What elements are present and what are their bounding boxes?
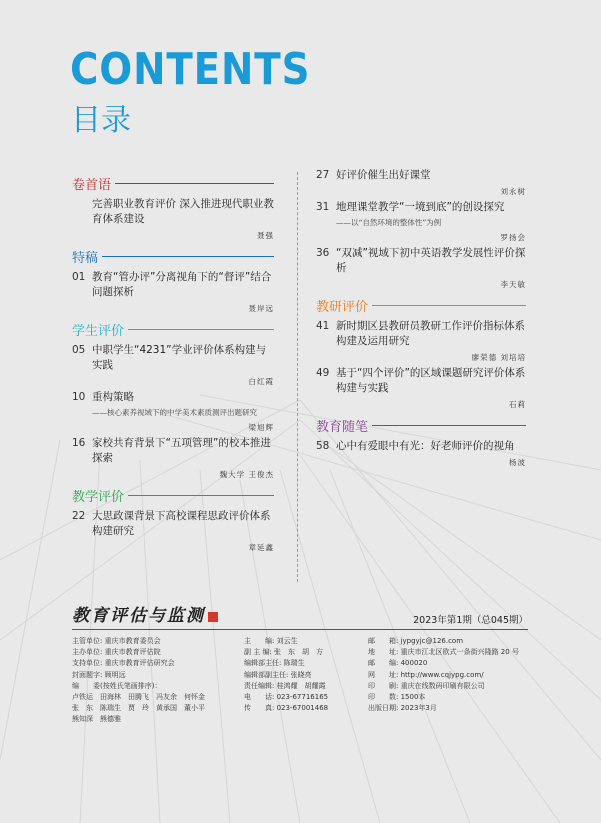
publication-info-line: 邮 箱: jypgyjc@126.com (368, 637, 464, 645)
article-title: 新时期区县教研员教研工作评价指标体系构建及运用研究 (336, 320, 525, 347)
publication-info-line: 主管单位: 重庆市教育委员会 (72, 637, 161, 645)
toc-entry[interactable] (316, 246, 526, 290)
page-number: 58 (316, 440, 330, 452)
toc-entry-row (316, 439, 526, 454)
publication-info-line: 传 真: 023-67001468 (244, 704, 329, 713)
issue-number: 2023年第1期（总045期） (413, 615, 528, 626)
toc-entry-row (316, 319, 526, 349)
section-header (72, 174, 274, 193)
toc-entry-row (316, 246, 526, 276)
article-author: 李天敏 (500, 280, 526, 289)
article-author: 聂岸远 (248, 304, 274, 313)
toc-entry-row (72, 509, 274, 539)
toc-entry-row (316, 366, 526, 396)
section-title: 教育随笔 (316, 420, 369, 435)
masthead-rule (72, 629, 528, 630)
toc-entry-row (72, 343, 274, 373)
article-title: 心中有爱眼中有光：好老师评价的视角 (336, 440, 515, 452)
article-author: 石莉 (509, 400, 526, 409)
toc-right-column (316, 168, 526, 471)
publication-info-line: 封面题字: 顾明远 (72, 670, 126, 679)
section-title: 特稿 (72, 251, 99, 266)
page-number: 16 (72, 437, 86, 449)
toc-entry-row (316, 168, 526, 183)
article-title: 中职学生“4231”学业评价体系构建与实践 (92, 344, 267, 371)
section-rule (372, 425, 526, 426)
toc-entry-row (72, 436, 274, 466)
section-title: 教研评价 (316, 300, 369, 315)
publication-info-line: 副 主 编: 张 东 胡 方 (244, 648, 324, 657)
article-subtitle: ——以“自然环境的整体性”为例 (336, 218, 442, 227)
toc-entry[interactable] (316, 439, 526, 468)
toc-entry[interactable] (72, 436, 274, 480)
page-number: 01 (72, 271, 86, 283)
page-number: 31 (316, 201, 330, 213)
page-number: 10 (72, 391, 86, 403)
section-rule (128, 329, 274, 330)
section-header (316, 296, 526, 315)
publication-info-line: 支持单位: 重庆市教育评估研究会 (72, 659, 175, 668)
journal-logo-text: 教育评估与监测 (72, 606, 205, 626)
toc-entry-row (316, 200, 526, 215)
publication-info-line: 熊知深 熊德雅 (72, 715, 121, 724)
article-title: “双减”视域下初中英语教学发展性评价探析 (336, 247, 526, 274)
section-header (316, 416, 526, 435)
article-subtitle: ——核心素养视域下的中学美术素质测评出题研究 (92, 408, 257, 417)
article-author: 梁旭辉 (248, 423, 274, 432)
section-rule (102, 256, 274, 257)
section-header (72, 486, 274, 505)
article-title: 基于“四个评价”的区域课题研究评价体系构建与实践 (336, 367, 526, 394)
article-author: 魏大学 王俊杰 (219, 470, 274, 479)
section-header (72, 320, 274, 339)
publication-info-line: 卢铁运 田海林 田腾飞 冯友余 何怀金 (72, 693, 205, 702)
article-author: 章延鑫 (248, 543, 274, 552)
publication-info-line: 编 委(按姓氏笔画排序)： (72, 681, 162, 690)
publication-info-line: 编辑部副主任: 张晓亮 (244, 670, 312, 679)
publication-info-column-2 (244, 636, 369, 714)
contents-heading: CONTENTS (70, 44, 311, 95)
publication-info-line: 网 址: http://www.cqjypg.com/ (368, 670, 484, 679)
page-number: 27 (316, 169, 330, 181)
publication-info-line: 地 址: 重庆市江北区欧式一条街兴隆路 20 号 (368, 648, 519, 657)
article-title: 完善职业教育评价 深入推进现代职业教育体系建设 (92, 198, 274, 225)
section-rule (372, 305, 526, 306)
page-number: 41 (316, 320, 330, 332)
publication-info-line: 主办单位: 重庆市教育评估院 (72, 648, 161, 657)
column-divider (297, 172, 298, 582)
article-title: 重构策略 (92, 391, 134, 403)
background-line (0, 440, 60, 760)
article-author: 廖荣德 刘培培 (471, 353, 526, 362)
article-title: 大思政课背景下高校课程思政评价体系构建研究 (92, 510, 271, 537)
toc-entry[interactable] (72, 270, 274, 314)
article-title: 家校共育背景下“五项管理”的校本推进探索 (92, 437, 271, 464)
toc-entry[interactable] (72, 390, 274, 433)
section-title: 学生评价 (72, 324, 125, 339)
contents-heading-zh: 目录 (71, 103, 131, 138)
page-number: 05 (72, 344, 86, 356)
publication-info-line: 张 东 陈瑞生 贾 玲 黄承国 董小平 (72, 704, 205, 713)
article-author: 刘永树 (500, 187, 526, 196)
toc-entry[interactable] (316, 319, 526, 363)
section-rule (128, 495, 274, 496)
toc-entry-row (72, 197, 274, 227)
toc-entry[interactable] (316, 200, 526, 243)
toc-entry-row (72, 270, 274, 300)
toc-entry[interactable] (72, 509, 274, 553)
section-header (72, 247, 274, 266)
publication-info-line: 印 刷: 重庆在线数码印刷有限公司 (368, 681, 485, 690)
page-number: 36 (316, 247, 330, 259)
page-number: 22 (72, 510, 86, 522)
toc-entry[interactable] (316, 366, 526, 410)
toc-left-column (72, 168, 274, 556)
publication-info-line: 责任编辑: 桂鸿耀 胡耀霞 (244, 681, 326, 690)
publication-info-line: 编辑部主任: 陈瑞生 (244, 659, 305, 668)
toc-entry-row (72, 390, 274, 405)
section-title: 卷首语 (72, 178, 112, 193)
publication-info-column-3 (368, 636, 533, 714)
article-title: 教育“管办评”分离视角下的“督评”结合问题探析 (92, 271, 272, 298)
section-title: 教学评价 (72, 490, 125, 505)
toc-entry[interactable] (72, 343, 274, 387)
page-number: 49 (316, 367, 330, 379)
publication-info-line: 邮 编: 400020 (368, 659, 428, 668)
article-author: 白红霞 (248, 377, 274, 386)
article-title: 地理课堂教学“一境到底”的创设探究 (336, 201, 505, 213)
journal-logo (72, 601, 218, 626)
publication-info-line: 电 话: 023-67716165 (244, 693, 329, 702)
section-rule (115, 183, 274, 184)
publication-info-column-1 (72, 636, 237, 726)
toc-entry[interactable] (72, 197, 274, 241)
article-title: 好评价催生出好课堂 (336, 169, 431, 181)
article-author: 杨波 (509, 458, 526, 467)
article-author: 罗扬会 (500, 233, 526, 242)
publication-info-line: 主 编: 刘云生 (244, 637, 298, 645)
publication-info-line: 出版日期: 2023年3月 (368, 704, 437, 713)
publication-info-line: 印 数: 1500本 (368, 693, 426, 702)
toc-entry[interactable] (316, 168, 526, 197)
seal-icon (208, 612, 218, 622)
article-author: 聂强 (257, 231, 274, 240)
